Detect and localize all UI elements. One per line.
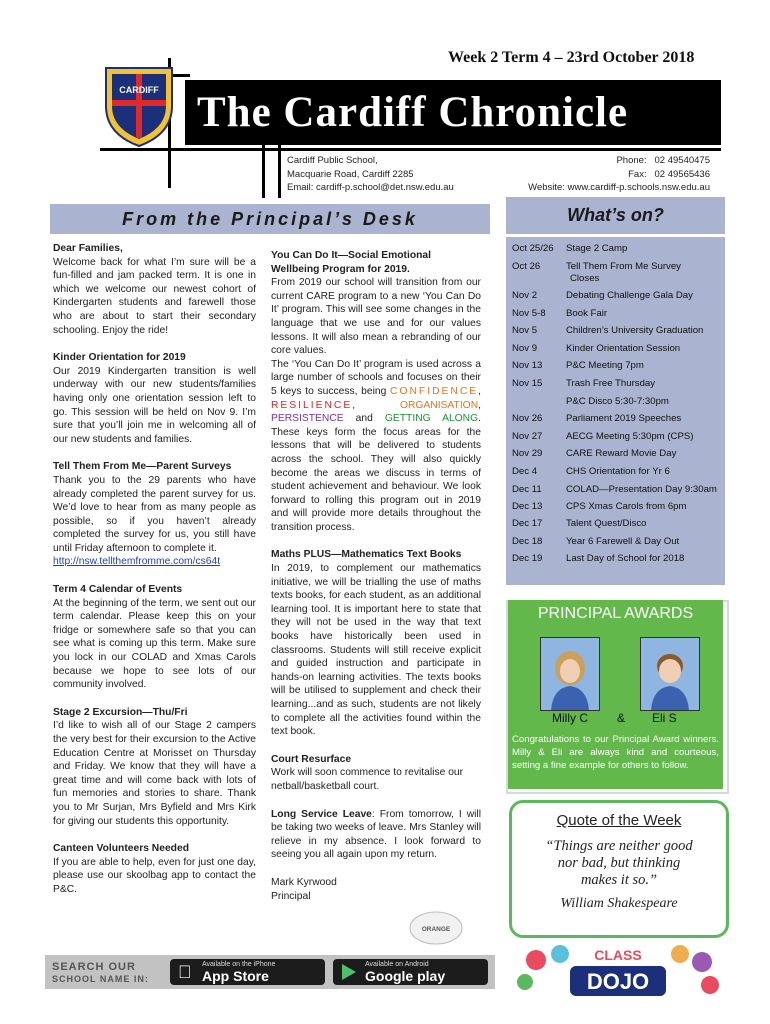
survey-link[interactable]: http://nsw.tellthemfromme.com/cs64t xyxy=(53,556,221,568)
event-title: P&C Meeting 7pm xyxy=(566,360,644,371)
fax-number: 02 49565436 xyxy=(654,168,710,180)
event-date: Nov 13 xyxy=(512,360,543,371)
event-title: Talent Quest/Disco xyxy=(566,518,647,529)
survey-text: Thank you to the 29 parents who have already completed the parent survey for us. We’d love to hear from as many people as possible, so if you haven’t already completed the survey for us, you still have until Friday afternoon to complete it. xyxy=(53,474,256,554)
leave-text: : From tomorrow, I will be taking two weeks of leave. Mrs Stanley will relieve in my absence. I look forward to seeing you all again upon my return. xyxy=(271,808,481,861)
event-title: Parliament 2019 Speeches xyxy=(566,413,682,424)
event-date: Dec 18 xyxy=(512,536,543,547)
event-date: Oct 26 xyxy=(512,261,541,272)
event-date: Dec 4 xyxy=(512,466,538,477)
event-title: P&C Disco 5:30-7:30pm xyxy=(566,396,669,407)
event-title: Book Fair xyxy=(566,308,608,319)
website-label: Website: xyxy=(528,182,565,193)
dojo-bottom-text: DOJO xyxy=(586,969,650,994)
event-title: Children’s University Graduation xyxy=(566,325,704,336)
welcome-text: Welcome back for what I’m sure will be a fun-filled and jam packed term. It is one in which we welcome our newest cohort of Kindergarten students and farewell those who are about to start their secondary schooling. Enjoy the ride! xyxy=(53,256,256,336)
key-persistence: PERSISTENCE xyxy=(271,413,344,425)
masthead-rule xyxy=(100,148,721,151)
apple-icon xyxy=(178,962,192,983)
kinder-heading: Kinder Orientation for 2019 xyxy=(53,352,186,364)
event-title: Closes xyxy=(570,273,600,284)
address-line: Cardiff Public School, xyxy=(287,155,378,166)
event-title: Tell Them From Me Survey xyxy=(566,261,681,272)
google-play-label: Google play xyxy=(365,968,446,984)
orange-badge-icon xyxy=(408,910,464,946)
calendar-text: At the beginning of the term, we sent out our term calendar. Please keep this on your fridge or somewhere safe so that you can see what is coming up this term. Make sure you lock in our COLAD and Xmas Carols because we hope to see lots of our community involved. xyxy=(53,597,256,691)
event-title: Year 6 Farewell & Day Out xyxy=(566,536,680,547)
court-text: Work will soon commence to revitalise our netball/basketball court. xyxy=(271,767,464,792)
event-date: Dec 11 xyxy=(512,484,542,495)
quote-author: William Shakespeare xyxy=(560,896,678,911)
key-resilience: RESILIENCE xyxy=(271,399,353,411)
principal-column xyxy=(53,242,256,897)
event-date: Nov 26 xyxy=(512,413,543,424)
awards-heading: PRINCIPAL AWARDS xyxy=(508,600,723,628)
student-photo-milly xyxy=(540,637,600,711)
app-store-label: App Store xyxy=(202,968,269,984)
phone-label: Phone: xyxy=(616,155,647,166)
event-title: Debating Challenge Gala Day xyxy=(566,290,693,301)
canteen-heading: Canteen Volunteers Needed xyxy=(53,843,189,855)
signoff-name: Mark Kyrwood xyxy=(271,876,337,888)
event-date: Nov 5-8 xyxy=(512,308,546,319)
excursion-heading: Stage 2 Excursion—Thu/Fri xyxy=(53,706,188,718)
calendar-heading: Term 4 Calendar of Events xyxy=(53,584,183,596)
issue-date: Week 2 Term 4 – 23rd October 2018 xyxy=(448,49,695,66)
event-date: Nov 15 xyxy=(512,378,543,389)
excursion-text: I’d like to wish all of our Stage 2 campers the very best for their excursion to the Active Education Centre at Morisset on Thursday and Friday. We know that they will have a great time and will come back with lots of fun memories and stories to share. Thank you to Mr Surjan, Mrs Byfield and Mrs Kirk for giving our students this opportunity. xyxy=(53,720,256,827)
whats-on-banner: What’s on? xyxy=(506,197,725,234)
quote-line: “Things are neither good xyxy=(545,838,693,854)
kinder-text: Our 2019 Kindergarten transition is well underway with our new students/families having only one orientation session left to go. This session will be held on Nov 9. I’m sure that you’ll join me in welcoming all of our new students and families. xyxy=(53,365,256,445)
ycdi-text-2: The ‘You Can Do It’ program is used across a large number of schools and focuses on their 5 keys to success, being xyxy=(271,358,481,397)
student-photo-eli xyxy=(640,637,700,711)
award-name-eli: Eli S xyxy=(652,711,677,725)
court-heading: Court Resurface xyxy=(271,753,352,765)
middle-column: You Can Do It—Social Emotional Wellbeing Program for 2019. From 2019 our school will transition from our current CARE program to a new ‘You Can Do It’ program. This will see some changes in the language that we use and for our values lessons. It will also mean a rebranding of our core values. The ‘You Can Do It’ program is used across a large number of schools and focuses on their 5 keys to success, being CONFIDENCE, RESILIENCE, ORGANISATION, PERSISTENCE and GETTING ALONG. These keys form the focus areas for the lessons that will be delivered to students across the school. They will also quickly become the areas we discuss in terms of student achievement and behaviour. We look forward to rolling this program out in 2019 and will provide more details throughout the transition process. Maths PLUS—Mathematics Text Books In 2019, to complement our mathematics initiative, we will be trialling the use of maths texts books, for each student, as an additional learning tool. It is important here to state that they will not be used in the way that text books have historically been used in classrooms. Students will still receive explicit and guided instruction and participate in hands-on learning activities. The texts books will be utilised to supplement and check their learning...and as such, students are not likely to complete all the activities found within the text book. Court Resurface Work will soon commence to revitalise our netball/basketball court. Long Service Leave: From tomorrow, I will be taking two weeks of leave. Mrs Stanley will relieve in my absence. I look forward to seeing you all again upon my return. Mark Kyrwood Principal xyxy=(271,250,482,902)
school-address xyxy=(287,154,454,195)
key-organisation: ORGANISATION xyxy=(399,399,479,411)
maths-text: In 2019, to complement our mathematics initiative, we will be trialling the use of maths texts books, for each student, as an additional learning tool. It is important here to state that they will not be used in the way that text books have historically been used in classrooms. Students will still receive explicit and guided instruction and participate in hands-on learning activities. The texts books will be utilised to supplement and check their learning...and as such, students are not likely to complete all the activities found within the text book. xyxy=(271,563,481,738)
phone-number: 02 49540475 xyxy=(654,155,710,166)
search-school-label: SEARCH OUR SCHOOL NAME IN: xyxy=(52,961,149,984)
award-ampersand: & xyxy=(617,711,626,725)
event-title: Trash Free Thursday xyxy=(566,378,656,389)
event-title: Kinder Orientation Session xyxy=(566,343,681,354)
school-contact-numbers xyxy=(510,154,710,195)
crest-text: CARDIFF xyxy=(119,85,159,95)
event-date: Dec 19 xyxy=(512,553,543,564)
event-date: Nov 5 xyxy=(512,325,538,336)
google-play-caption: Available on Android xyxy=(365,961,429,968)
app-store-caption: Available on the iPhone xyxy=(202,961,276,968)
fax-label: Fax: xyxy=(628,168,647,180)
class-dojo-logo xyxy=(510,940,725,1000)
event-title: COLAD—Presentation Day 9:30am xyxy=(566,484,717,495)
quote-text xyxy=(509,838,729,889)
event-title: CARE Reward Movie Day xyxy=(566,448,677,459)
event-title: Stage 2 Camp xyxy=(566,243,628,254)
event-date: Nov 9 xyxy=(512,343,538,354)
ycdi-heading: You Can Do It—Social Emotional Wellbeing Program for 2019. xyxy=(271,250,431,275)
event-title: CPS Xmas Carols from 6pm xyxy=(566,501,687,512)
awards-text: Congratulations to our Principal Award winners. Milly & Eli are always kind and courteous, setting a fine example for others to follow. xyxy=(512,734,719,771)
leave-heading: Long Service Leave xyxy=(271,808,372,820)
quote-heading: Quote of the Week xyxy=(556,812,682,829)
event-date: Dec 17 xyxy=(512,518,543,529)
address-line: Macquarie Road, Cardiff 2285 xyxy=(287,168,414,180)
badge-text: ORANGE xyxy=(421,926,451,933)
key-confidence: CONFIDENCE xyxy=(390,385,479,397)
ycdi-text: From 2019 our school will transition from our current CARE program to a new ‘You Can Do It’ program. This will see some changes in the language that we use and for our values lessons. It will also mean a rebranding of our core values. xyxy=(271,277,481,357)
school-crest-logo xyxy=(100,60,178,148)
google-play-button[interactable] xyxy=(333,959,488,985)
signoff-role: Principal xyxy=(271,890,311,902)
ycdi-text-3: . These keys form the focus areas for the lessons that will be delivered to students across the school. They will also quickly become the areas we discuss in terms of student achievement and behaviour. We look forward to rolling this program out in 2019 and will provide more details throughout the transition process. xyxy=(271,413,482,533)
email-line: Email: cardiff-p.school@det.nsw.edu.au xyxy=(287,182,454,193)
website-url: www.cardiff-p.schools.nsw.edu.au xyxy=(567,182,710,193)
app-store-button[interactable] xyxy=(170,959,325,985)
canteen-text: If you are able to help, even for just one day, please use our skoolbag app to contact the P&C. xyxy=(53,856,256,895)
award-name-milly: Milly C xyxy=(552,711,588,725)
quote-line: nor bad, but thinking xyxy=(557,855,681,871)
event-date: Oct 25/26 xyxy=(512,243,554,254)
maths-heading: Maths PLUS—Mathematics Text Books xyxy=(271,549,462,561)
key-getting-along: GETTING ALONG xyxy=(384,413,479,425)
and-word: and xyxy=(343,413,385,425)
event-title: CHS Orientation for Yr 6 xyxy=(566,466,670,477)
event-date: Dec 13 xyxy=(512,501,543,512)
event-date: Nov 29 xyxy=(512,448,543,459)
principal-desk-banner: From the Principal’s Desk xyxy=(50,204,490,234)
greeting: Dear Families, xyxy=(53,243,123,254)
event-title: AECG Meeting 5:30pm (CPS) xyxy=(566,431,694,442)
dojo-top-text: CLASS xyxy=(594,947,642,963)
survey-heading: Tell Them From Me—Parent Surveys xyxy=(53,461,232,473)
event-date: Nov 27 xyxy=(512,431,543,442)
play-icon xyxy=(341,963,357,986)
newsletter-title: The Cardiff Chronicle xyxy=(197,89,629,136)
quote-line: makes it so.” xyxy=(580,872,658,888)
event-title: Last Day of School for 2018 xyxy=(566,553,685,564)
event-date: Nov 2 xyxy=(512,290,538,301)
